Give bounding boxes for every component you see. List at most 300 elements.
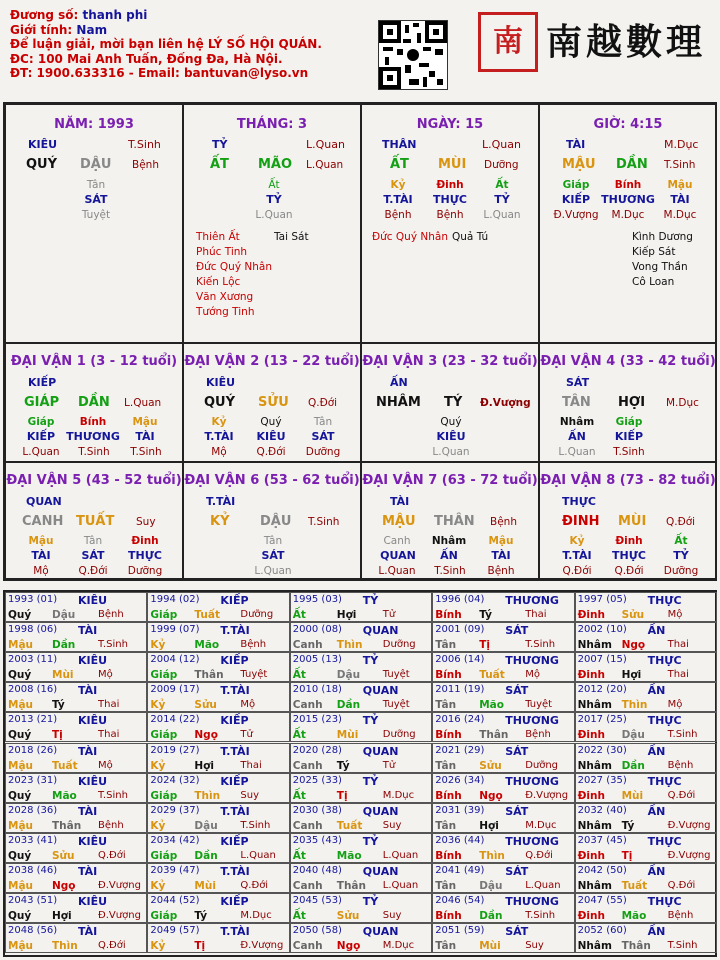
star: Kiến Lộc [196,276,241,288]
year-god: SÁT [505,925,529,939]
star: Tai Sát [274,231,309,243]
hidden-stem: Ất [674,535,688,547]
year-label: 2026 (34) [435,774,485,786]
year-stage: L.Quan [382,849,419,861]
year-can: Canh [292,940,323,953]
pillar-year [5,104,183,343]
star: Đức Quý Nhân [196,261,272,273]
year-cell [432,893,574,923]
year-chi: Tị [479,639,490,652]
dai-van-5 [5,462,183,579]
pillar-chi: MÃO [258,157,293,172]
year-cell [575,652,717,682]
year-chi: Thân [479,729,509,742]
year-cell [5,622,147,652]
pillar-stage: T.Sinh [664,159,696,171]
hidden-stage: Bệnh [384,209,412,221]
year-stage: Thai [667,669,689,681]
year-chi: Tị [52,729,63,742]
pillar-god: TÀI [566,138,586,151]
year-can: Giáp [150,910,178,922]
year-stage: Suy [382,910,402,921]
year-label: 2012 (20) [577,684,627,696]
dai-van-chi: DẬU [260,514,292,529]
year-god: TỶ [362,714,379,728]
qr-code-icon [378,20,448,90]
year-god: T.TÀI [220,925,250,939]
hidden-stem: Giáp [562,179,590,191]
year-stage: Q.Đới [667,879,696,891]
year-god: TÀI [78,744,98,758]
year-chi: Mùi [621,789,644,802]
dai-van-title: ĐẠI VẬN 3 (23 - 32 tuổi) [362,354,538,369]
year-god: TÀI [78,804,98,818]
year-chi: Hợi [52,910,72,922]
pillar-stage: Bệnh [132,159,159,171]
year-chi: Ngọ [336,940,361,953]
year-god: THỰC [647,895,682,908]
year-god: TỶ [362,594,379,607]
year-can: Ất [292,789,306,802]
dai-van-stage: Bệnh [490,516,517,528]
year-cell [290,712,432,742]
year-can: Canh [292,819,323,832]
year-stage: Mộ [525,669,540,681]
year-cell [290,682,432,712]
hidden-stage: Bệnh [436,209,464,221]
hidden-stage: M.Dục [611,209,645,221]
year-chi: Thân [194,669,224,682]
year-cell [575,923,717,953]
year-can: Ất [292,669,306,682]
hidden-stem: Kỷ [211,416,227,428]
year-label: 2047 (55) [577,895,627,906]
year-cell [147,803,289,833]
year-chi: Hợi [194,759,214,772]
year-chi: Sửu [52,849,75,862]
year-stage: T.Sinh [98,789,128,801]
hidden-stem: Quý [260,416,282,428]
year-can: Mậu [8,819,34,832]
year-can: Nhâm [577,819,612,832]
year-chi: Thân [52,819,82,832]
year-chi: Dần [336,699,361,712]
hidden-stem: Đinh [131,535,159,547]
hidden-god: QUAN [380,549,416,562]
year-can: Kỷ [150,879,166,892]
year-god: KIÊU [78,774,108,788]
hidden-stem: Tân [86,179,106,191]
contact-line: Để luận giải, mời bạn liên hệ LÝ SỐ HỘI QUÁN. [10,37,322,51]
year-can: Tân [435,699,457,712]
year-label: 2043 (51) [8,895,58,906]
year-can: Đinh [577,669,605,682]
year-chi: Thân [336,879,366,892]
dai-van-god: TÀI [390,495,410,508]
year-cell [147,863,289,893]
hidden-stage: T.Sinh [130,446,162,458]
year-label: 2037 (45) [577,834,627,846]
year-stage: Đ.Vượng [240,940,284,952]
hidden-god: SÁT [311,430,335,443]
year-chi: Tị [621,849,633,862]
year-label: 2032 (40) [577,804,627,816]
year-god: THỰC [647,594,682,607]
star: Cô Loan [632,276,675,288]
year-god: ẤN [647,864,666,878]
year-can: Mậu [8,699,34,712]
year-cell [5,893,147,923]
year-stage: Q.Đới [98,940,126,952]
year-chi: Dậu [336,669,361,682]
year-cell [290,773,432,803]
year-label: 2048 (56) [8,925,58,937]
year-chi: Mão [52,789,77,802]
year-label: 2049 (57) [150,925,200,937]
pillar-stage: L.Quan [306,159,344,171]
year-can: Tân [435,819,457,832]
year-chi: Sửu [479,759,502,772]
year-god: ẤN [647,684,666,698]
hidden-god: KIẾP [561,193,591,206]
year-label: 2030 (38) [292,804,342,816]
year-label: 2004 (12) [150,654,200,666]
hidden-stem: Kỷ [390,179,406,191]
year-chi: Tý [194,910,208,922]
year-label: 2039 (47) [150,864,200,876]
year-cell [147,743,289,773]
hidden-stage: Q.Đới [256,446,286,458]
year-label: 2007 (15) [577,654,627,666]
star: Quả Tú [452,231,489,243]
year-cell [5,682,147,712]
year-label: 2019 (27) [150,744,200,756]
star: Đức Quý Nhân [372,231,448,243]
pillar-hour [539,104,717,343]
year-cell [290,833,432,863]
year-god: THƯƠNG [505,714,559,728]
hidden-god: TỶ [494,193,510,206]
year-label: 2008 (16) [8,684,58,696]
year-stage: Tử [382,609,396,620]
dai-van-stage: L.Quan [124,397,162,409]
year-stage: T.Sinh [667,729,698,741]
year-god: THƯƠNG [505,774,559,788]
hidden-stem: Tân [313,416,333,428]
year-cell [290,622,432,652]
hidden-stem: Tân [83,535,103,547]
year-can: Đinh [577,729,605,742]
year-cell [432,743,574,773]
year-label: 2027 (35) [577,774,627,786]
pillar-stage: Dưỡng [484,159,519,171]
year-cell [575,893,717,923]
year-cell [290,803,432,833]
dai-van-stage: Q.Đới [666,516,696,528]
hidden-god: T.TÀI [562,549,592,562]
year-stage: Mộ [98,669,113,681]
hidden-god: T.TÀI [204,430,234,443]
hidden-god: THỰC [433,193,467,206]
year-god: TÀI [78,925,98,939]
year-can: Quý [8,789,32,802]
year-god: TÀI [78,864,98,878]
year-god: THƯƠNG [505,654,559,668]
year-can: Giáp [150,849,178,862]
year-label: 2025 (33) [292,774,342,786]
year-can: Kỷ [150,819,166,832]
year-label: 2038 (46) [8,864,58,876]
year-stage: Tử [382,759,396,771]
year-chi: Mùi [336,729,359,742]
dai-van-stage: Q.Đới [308,397,338,409]
year-can: Quý [8,669,32,682]
year-can: Mậu [8,879,34,892]
year-label: 1995 (03) [292,594,342,605]
year-cell [290,743,432,773]
hidden-stem: Mậu [132,416,158,428]
dai-van-stage: Đ.Vượng [480,397,531,409]
year-label: 2010 (18) [292,684,342,696]
year-chi: Ngọ [194,729,218,742]
year-label: 2014 (22) [150,714,200,726]
year-god: THỰC [647,834,682,848]
year-chi: Hợi [336,609,357,621]
pillar-title: NĂM: 1993 [54,117,134,132]
year-label: 2044 (52) [150,895,200,906]
year-cell [5,743,147,773]
year-label: 2013 (21) [8,714,58,726]
year-can: Tân [435,639,457,652]
year-stage: M.Dục [240,910,272,921]
year-can: Canh [292,879,323,892]
year-cell [147,893,289,923]
year-chi: Dần [479,910,503,922]
year-stage: Suy [382,819,402,831]
year-stage: Mộ [98,759,113,771]
year-label: 1999 (07) [150,624,200,636]
year-stage: Bệnh [667,759,694,771]
year-god: TỶ [362,654,379,668]
year-chi: Tị [336,789,348,802]
hidden-stem: Bính [79,416,107,428]
year-chi: Mùi [479,940,501,953]
year-chi: Mão [479,699,504,712]
year-god: KIẾP [220,594,249,607]
hidden-stage: T.Sinh [613,446,645,458]
year-stage: T.Sinh [240,819,271,831]
year-can: Nhâm [577,699,612,712]
address-line: ĐC: 100 Mai Anh Tuấn, Đống Đa, Hà Nội. [10,51,283,66]
hidden-god: KIẾP [614,430,644,443]
hidden-stem: Tân [263,535,283,547]
year-chi: Mùi [52,669,74,682]
hidden-god: TÀI [135,430,155,443]
year-cell [290,652,432,682]
hidden-stage: Dưỡng [127,565,163,577]
star: Kiếp Sát [632,246,676,258]
year-cell [575,682,717,712]
phone-line: ĐT: 1900.633316 - Email: bantuvan@lyso.vn [10,66,309,80]
year-label: 2015 (23) [292,714,342,726]
year-chi: Sửu [336,910,360,922]
year-chi: Ngọ [479,789,503,802]
hidden-god: ẤN [440,549,458,562]
year-label: 2024 (32) [150,774,200,786]
year-cell [147,652,289,682]
year-god: SÁT [505,684,529,698]
year-cell [5,923,147,953]
seal-stamp-icon: 南 [478,12,538,72]
year-stage: Tuyệt [240,669,268,681]
year-god: QUAN [362,684,399,698]
dai-van-chi: HỢI [618,395,646,410]
pillar-stage-top: L.Quan [482,138,521,151]
year-label: 2002 (10) [577,624,627,636]
dai-van-can: NHÂM [376,395,421,410]
year-chi: Dần [194,849,218,862]
year-chi: Thìn [194,789,221,802]
pillar-month [183,104,361,343]
year-can: Giáp [150,729,178,742]
hidden-stage: L.Quan [22,446,60,458]
year-god: QUAN [362,925,399,939]
year-label: 2036 (44) [435,834,485,846]
year-can: Nhâm [577,759,612,772]
year-god: TÀI [78,684,98,698]
year-stage: T.Sinh [667,940,698,952]
year-label: 2046 (54) [435,895,485,906]
year-god: ẤN [647,925,666,939]
year-cell [575,592,717,622]
year-stage: Đ.Vượng [667,819,711,831]
year-label: 2034 (42) [150,834,200,846]
year-god: KIẾP [220,714,249,728]
dai-van-stage: Suy [136,516,156,528]
year-can: Mậu [8,639,34,652]
hidden-god: THỰC [128,549,162,562]
hidden-stem: Giáp [27,416,55,428]
year-can: Bính [435,669,462,682]
hidden-stage: Dưỡng [663,565,699,577]
year-god: THƯƠNG [505,594,559,607]
year-chi: Dậu [479,879,503,892]
dai-van-god: ẤN [390,376,408,389]
hidden-god: KIẾP [26,430,56,443]
year-label: 2035 (43) [292,834,342,846]
year-label: 2040 (48) [292,864,342,876]
year-cell [147,682,289,712]
year-cell [5,652,147,682]
year-can: Kỷ [150,699,166,712]
year-can: Canh [292,759,323,772]
dai-van-chi: DẦN [78,395,110,410]
hidden-god: SÁT [81,549,105,562]
year-can: Ất [292,729,306,742]
year-can: Bính [435,910,462,922]
hidden-stem: Nhâm [431,535,467,547]
year-cell [432,923,574,953]
year-can: Quý [8,609,32,621]
year-god: QUAN [362,804,399,818]
hidden-stem: Ất [495,179,509,191]
year-label: 2022 (30) [577,744,627,756]
pillar-title: THÁNG: 3 [236,117,308,132]
year-can: Giáp [150,789,178,802]
hidden-stage: Q.Đới [78,565,108,577]
hidden-stage: T.Sinh [434,565,466,577]
year-can: Mậu [8,940,34,953]
year-label: 2018 (26) [8,744,58,756]
year-chi: Hợi [479,819,499,832]
year-can: Đinh [577,849,605,862]
year-god: T.TÀI [220,684,250,698]
year-cell [432,803,574,833]
hidden-stage: Q.Đới [614,565,644,577]
year-chi: Thìn [52,940,78,953]
year-stage: Thai [98,699,120,711]
year-stage: Mộ [667,699,683,711]
year-god: QUAN [362,624,399,638]
year-label: 1994 (02) [150,594,200,605]
year-stage: Thai [525,609,547,620]
hidden-stem: Ất [268,179,280,191]
year-label: 2023 (31) [8,774,58,786]
dai-van-chi: THÂN [434,514,475,529]
year-god: KIÊU [78,895,108,908]
year-stage: Thai [240,759,262,771]
dai-van-god: T.TÀI [206,495,236,508]
year-god: KIÊU [78,654,108,668]
year-label: 2031 (39) [435,804,485,816]
dai-van-chi: SỬU [258,395,289,410]
year-chi: Dần [52,639,76,652]
hidden-stage: M.Dục [663,209,697,221]
dai-van-can: QUÝ [204,395,236,410]
year-cell [575,622,717,652]
year-chi: Mão [621,910,647,922]
dai-van-title: ĐẠI VẬN 6 (53 - 62 tuổi) [184,473,360,488]
year-label: 1993 (01) [8,594,58,605]
year-can: Ất [292,609,306,621]
year-stage: T.Sinh [525,910,556,921]
year-god: SÁT [505,804,529,818]
hidden-god: TÀI [670,193,690,206]
pillar-chi: MÙI [438,157,467,172]
year-can: Canh [292,639,323,652]
hidden-god: THỰC [612,549,646,562]
year-god: KIẾP [220,834,249,848]
hidden-stem: Kỷ [569,535,585,547]
pillar-can: ẤT [210,157,229,172]
year-chi: Tý [52,699,65,712]
year-cell [575,773,717,803]
year-cell [147,622,289,652]
year-label: 2000 (08) [292,624,342,636]
year-god: KIÊU [78,594,108,607]
year-stage: Dưỡng [525,759,559,771]
hidden-god: TỶ [266,193,282,206]
year-stage: Dưỡng [382,729,416,741]
year-label: 1997 (05) [577,594,627,605]
hidden-god: SÁT [84,193,108,206]
dai-van-title: ĐẠI VẬN 1 (3 - 12 tuổi) [10,354,178,369]
year-stage: Mộ [667,609,683,620]
year-label: 2005 (13) [292,654,342,666]
year-stage: L.Quan [382,879,419,891]
year-can: Đinh [577,910,605,922]
star: Vong Thần [632,261,688,273]
